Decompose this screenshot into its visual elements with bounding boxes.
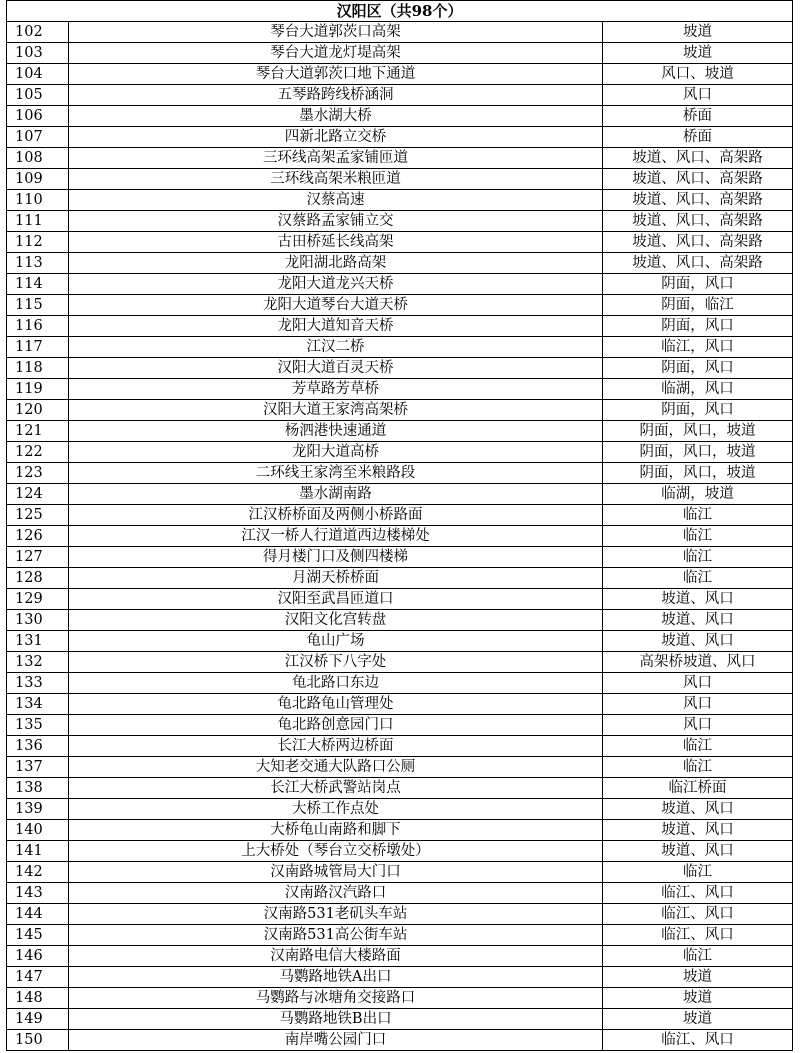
row-number: 116	[7, 316, 69, 337]
table-row	[7, 610, 793, 631]
type-cell: 阴面，风口，坡道	[603, 421, 793, 442]
row-number: 106	[7, 106, 69, 127]
type-cell: 临江	[603, 505, 793, 526]
table-row	[7, 358, 793, 379]
row-number: 109	[7, 169, 69, 190]
type-cell: 坡道、风口、高架路	[603, 253, 793, 274]
row-number: 142	[7, 862, 69, 883]
table-row	[7, 274, 793, 295]
row-number: 103	[7, 43, 69, 64]
type-cell: 坡道、风口	[603, 820, 793, 841]
row-number: 117	[7, 337, 69, 358]
type-cell: 风口	[603, 673, 793, 694]
location-cell: 汉南路汉汽路口	[69, 883, 603, 904]
row-number: 119	[7, 379, 69, 400]
table-row	[7, 736, 793, 757]
table-row	[7, 22, 793, 43]
type-cell: 坡道、风口、高架路	[603, 169, 793, 190]
type-cell: 临江	[603, 757, 793, 778]
location-cell: 龟北路口东边	[69, 673, 603, 694]
location-cell: 五琴路跨线桥涵洞	[69, 85, 603, 106]
type-cell: 坡道	[603, 43, 793, 64]
location-cell: 马鹦路与冰塘角交接路口	[69, 988, 603, 1009]
row-number: 131	[7, 631, 69, 652]
type-cell: 坡道、风口、高架路	[603, 190, 793, 211]
type-cell: 坡道	[603, 967, 793, 988]
row-number: 138	[7, 778, 69, 799]
row-number: 125	[7, 505, 69, 526]
table-row	[7, 778, 793, 799]
row-number: 118	[7, 358, 69, 379]
type-cell: 坡道、风口	[603, 841, 793, 862]
row-number: 124	[7, 484, 69, 505]
row-number: 123	[7, 463, 69, 484]
table-row	[7, 106, 793, 127]
type-cell: 风口	[603, 85, 793, 106]
table-row	[7, 1030, 793, 1051]
row-number: 144	[7, 904, 69, 925]
table-row	[7, 169, 793, 190]
row-number: 143	[7, 883, 69, 904]
type-cell: 临江、风口	[603, 1030, 793, 1051]
type-cell: 临江、风口	[603, 904, 793, 925]
location-cell: 墨水湖南路	[69, 484, 603, 505]
row-number: 115	[7, 295, 69, 316]
table-row	[7, 715, 793, 736]
location-cell: 大知老交通大队路口公厕	[69, 757, 603, 778]
row-number: 126	[7, 526, 69, 547]
type-cell: 临江	[603, 568, 793, 589]
title-row	[7, 1, 793, 22]
table-row	[7, 1009, 793, 1030]
table-row	[7, 211, 793, 232]
row-number: 141	[7, 841, 69, 862]
type-cell: 坡道、风口	[603, 610, 793, 631]
location-cell: 上大桥处（琴台立交桥墩处）	[69, 841, 603, 862]
table-body	[7, 22, 793, 1051]
table-row	[7, 400, 793, 421]
row-number: 139	[7, 799, 69, 820]
location-cell: 龙阳大道琴台大道天桥	[69, 295, 603, 316]
type-cell: 临江	[603, 547, 793, 568]
row-number: 121	[7, 421, 69, 442]
row-number: 133	[7, 673, 69, 694]
table-row	[7, 127, 793, 148]
location-cell: 龙阳大道知音天桥	[69, 316, 603, 337]
row-number: 132	[7, 652, 69, 673]
table-row	[7, 820, 793, 841]
location-cell: 琴台大道郭茨口高架	[69, 22, 603, 43]
location-cell: 汉蔡路孟家铺立交	[69, 211, 603, 232]
table-row	[7, 757, 793, 778]
location-cell: 墨水湖大桥	[69, 106, 603, 127]
type-cell: 坡道、风口	[603, 589, 793, 610]
table-row	[7, 43, 793, 64]
type-cell: 高架桥坡道、风口	[603, 652, 793, 673]
row-number: 102	[7, 22, 69, 43]
type-cell: 临江、风口	[603, 925, 793, 946]
location-cell: 琴台大道郭茨口地下通道	[69, 64, 603, 85]
location-cell: 四新北路立交桥	[69, 127, 603, 148]
table-row	[7, 505, 793, 526]
location-cell: 汉阳文化宫转盘	[69, 610, 603, 631]
table-row	[7, 337, 793, 358]
type-cell: 坡道	[603, 22, 793, 43]
type-cell: 坡道、风口、高架路	[603, 148, 793, 169]
type-cell: 临江	[603, 946, 793, 967]
row-number: 112	[7, 232, 69, 253]
table-row	[7, 673, 793, 694]
location-cell: 龟山广场	[69, 631, 603, 652]
location-cell: 龟北路创意园门口	[69, 715, 603, 736]
table-row	[7, 484, 793, 505]
table-row	[7, 463, 793, 484]
row-number: 135	[7, 715, 69, 736]
table-row	[7, 295, 793, 316]
type-cell: 桥面	[603, 127, 793, 148]
row-number: 113	[7, 253, 69, 274]
type-cell: 临江	[603, 736, 793, 757]
table-row	[7, 694, 793, 715]
location-table	[6, 0, 793, 1051]
table-row	[7, 652, 793, 673]
type-cell: 坡道	[603, 988, 793, 1009]
type-cell: 临江，风口	[603, 337, 793, 358]
row-number: 134	[7, 694, 69, 715]
type-cell: 临江、风口	[603, 883, 793, 904]
row-number: 148	[7, 988, 69, 1009]
location-cell: 汉蔡高速	[69, 190, 603, 211]
table-row	[7, 883, 793, 904]
location-cell: 三环线高架孟家铺匝道	[69, 148, 603, 169]
table-row	[7, 946, 793, 967]
type-cell: 坡道、风口、高架路	[603, 211, 793, 232]
row-number: 140	[7, 820, 69, 841]
location-cell: 长江大桥两边桥面	[69, 736, 603, 757]
type-cell: 坡道	[603, 1009, 793, 1030]
table-title: 汉阳区（共98个）	[7, 1, 793, 22]
location-cell: 江汉二桥	[69, 337, 603, 358]
location-cell: 汉南路531高公街车站	[69, 925, 603, 946]
table-row	[7, 442, 793, 463]
table-row	[7, 64, 793, 85]
type-cell: 阴面，风口，坡道	[603, 442, 793, 463]
location-cell: 芳草路芳草桥	[69, 379, 603, 400]
type-cell: 阴面，风口	[603, 274, 793, 295]
row-number: 108	[7, 148, 69, 169]
location-cell: 龙阳大道高桥	[69, 442, 603, 463]
table-row	[7, 988, 793, 1009]
table-row	[7, 316, 793, 337]
table-row	[7, 862, 793, 883]
location-cell: 汉阳大道百灵天桥	[69, 358, 603, 379]
location-cell: 得月楼门口及侧四楼梯	[69, 547, 603, 568]
type-cell: 临湖，坡道	[603, 484, 793, 505]
type-cell: 阴面，风口	[603, 316, 793, 337]
location-cell: 龟北路龟山管理处	[69, 694, 603, 715]
document-sheet	[6, 0, 792, 1051]
table-row	[7, 253, 793, 274]
location-cell: 江汉桥下八字处	[69, 652, 603, 673]
row-number: 130	[7, 610, 69, 631]
location-cell: 龙阳大道龙兴天桥	[69, 274, 603, 295]
table-row	[7, 568, 793, 589]
type-cell: 风口、坡道	[603, 64, 793, 85]
location-cell: 江汉一桥人行道道西边楼梯处	[69, 526, 603, 547]
location-cell: 琴台大道龙灯堤高架	[69, 43, 603, 64]
row-number: 150	[7, 1030, 69, 1051]
row-number: 122	[7, 442, 69, 463]
table-row	[7, 904, 793, 925]
table-row	[7, 148, 793, 169]
row-number: 104	[7, 64, 69, 85]
location-cell: 马鹦路地铁A出口	[69, 967, 603, 988]
type-cell: 临湖，风口	[603, 379, 793, 400]
type-cell: 风口	[603, 694, 793, 715]
location-cell: 大桥工作点处	[69, 799, 603, 820]
table-row	[7, 379, 793, 400]
type-cell: 坡道、风口、高架路	[603, 232, 793, 253]
table-row	[7, 967, 793, 988]
location-cell: 杨泗港快速通道	[69, 421, 603, 442]
location-cell: 江汉桥桥面及两侧小桥路面	[69, 505, 603, 526]
location-cell: 大桥龟山南路和脚下	[69, 820, 603, 841]
row-number: 137	[7, 757, 69, 778]
location-cell: 汉南路531老矶头车站	[69, 904, 603, 925]
type-cell: 阴面，风口，坡道	[603, 463, 793, 484]
location-cell: 三环线高架米粮匝道	[69, 169, 603, 190]
type-cell: 临江	[603, 862, 793, 883]
table-row	[7, 631, 793, 652]
row-number: 110	[7, 190, 69, 211]
type-cell: 风口	[603, 715, 793, 736]
location-cell: 汉阳至武昌匝道口	[69, 589, 603, 610]
row-number: 127	[7, 547, 69, 568]
table-row	[7, 547, 793, 568]
table-row	[7, 589, 793, 610]
row-number: 114	[7, 274, 69, 295]
location-cell: 龙阳湖北路高架	[69, 253, 603, 274]
table-row	[7, 925, 793, 946]
location-cell: 月湖天桥桥面	[69, 568, 603, 589]
row-number: 128	[7, 568, 69, 589]
location-cell: 南岸嘴公园门口	[69, 1030, 603, 1051]
type-cell: 坡道、风口	[603, 631, 793, 652]
row-number: 149	[7, 1009, 69, 1030]
row-number: 107	[7, 127, 69, 148]
row-number: 111	[7, 211, 69, 232]
type-cell: 阴面，临江	[603, 295, 793, 316]
type-cell: 阴面，风口	[603, 400, 793, 421]
table-row	[7, 232, 793, 253]
table-row	[7, 799, 793, 820]
type-cell: 桥面	[603, 106, 793, 127]
location-cell: 二环线王家湾至米粮路段	[69, 463, 603, 484]
table-row	[7, 841, 793, 862]
row-number: 105	[7, 85, 69, 106]
location-cell: 马鹦路地铁B出口	[69, 1009, 603, 1030]
location-cell: 汉阳大道王家湾高架桥	[69, 400, 603, 421]
row-number: 147	[7, 967, 69, 988]
type-cell: 临江	[603, 526, 793, 547]
location-cell: 长江大桥武警站岗点	[69, 778, 603, 799]
table-row	[7, 526, 793, 547]
row-number: 145	[7, 925, 69, 946]
table-row	[7, 190, 793, 211]
location-cell: 汉南路城管局大门口	[69, 862, 603, 883]
row-number: 120	[7, 400, 69, 421]
type-cell: 临江桥面	[603, 778, 793, 799]
row-number: 136	[7, 736, 69, 757]
row-number: 129	[7, 589, 69, 610]
table-row	[7, 85, 793, 106]
type-cell: 阴面，风口	[603, 358, 793, 379]
table-row	[7, 421, 793, 442]
type-cell: 坡道、风口	[603, 799, 793, 820]
location-cell: 古田桥延长线高架	[69, 232, 603, 253]
location-cell: 汉南路电信大楼路面	[69, 946, 603, 967]
row-number: 146	[7, 946, 69, 967]
